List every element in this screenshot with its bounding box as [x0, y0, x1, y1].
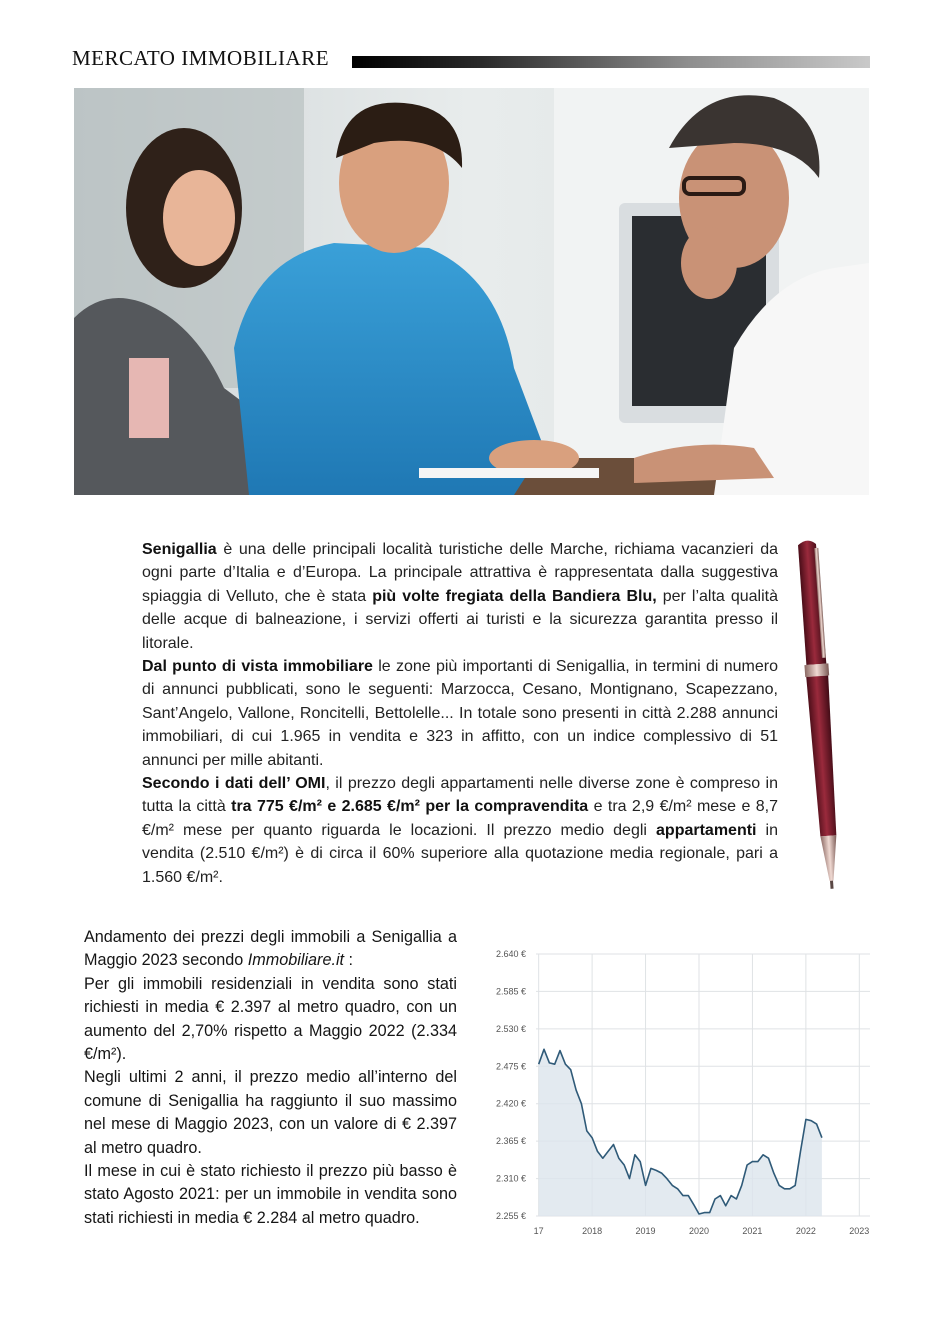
x-tick-label: 2020: [688, 1226, 710, 1236]
y-tick-label: 2.365 €: [495, 1136, 526, 1147]
price-trend-text: [84, 926, 457, 1230]
price-trend-heading: Andamento dei prezzi degli immobili a Senigallia a Maggio 2023 secondo Immobiliare.it :: [84, 928, 457, 970]
y-tick-label: 2.640 €: [495, 949, 526, 959]
y-tick-label: 2.585 €: [495, 986, 526, 997]
x-tick-label: 2021: [742, 1226, 763, 1236]
intro-paragraph-2: Dal punto di vista immobiliare le zone più importanti di Senigallia, in termini di numero di annunci pubblicati, sono le seguenti: Marzocca, Cesano, Montignano, Scapezzano, Sant’Angelo, Vallone, Roncitelli, Bettolelle... In totale sono presenti in città 2.288 annunci immobiliari, di cui 1.965 in vendita e 323 in affitto, con un indice complessivo di 51 annunci per mille abitanti.: [142, 658, 778, 769]
x-tick-label: 2019: [635, 1226, 656, 1236]
y-tick-label: 2.420 €: [495, 1098, 526, 1109]
intro-paragraph-1: Senigallia è una delle principali località turistiche delle Marche, richiama vacanzieri da ogni parte d’Italia e d’Europa. La principale attrattiva è rappresentata dalla suggestiva spiaggia di Velluto, che è stata più volte fregiata della Bandiera Blu, per l’alta qualità delle acque di balneazione, i servizi offerti ai turisti e la sicurezza garantita presso il litorale.: [142, 541, 778, 652]
x-tick-label: 17: [533, 1226, 544, 1236]
price-chart-svg: [480, 938, 872, 1244]
x-tick-label: 2023: [849, 1226, 870, 1236]
y-tick-label: 2.475 €: [495, 1061, 526, 1072]
x-tick-label: 2022: [795, 1226, 816, 1236]
intro-paragraph-3: Secondo i dati dell’ OMI, il prezzo degli appartamenti nelle diverse zone è compreso in tutta la città tra 775 €/m² e 2.685 €/m² per la compravendita e tra 2,9 €/m² mese e 8,7 €/m² mese per quanto riguarda le locazioni. Il prezzo medio degli appartamenti in vendita (2.510 €/m²) è di circa il 60% superiore alla quotazione media regionale, pari a 1.560 €/m².: [142, 775, 779, 886]
price-trend-paragraph-2: Negli ultimi 2 anni, il prezzo medio all’interno del comune di Senigallia ha raggiunto il suo massimo nel mese di Maggio 2023, con un valore di € 2.397 al metro quadro.: [84, 1068, 457, 1157]
intro-text: [142, 538, 778, 889]
y-tick-label: 2.255 €: [495, 1211, 526, 1221]
header-gradient-bar: [352, 56, 870, 68]
price-chart: [480, 938, 872, 1244]
section-title: MERCATO IMMOBILIARE: [72, 46, 330, 70]
pen-illustration: [796, 536, 848, 896]
y-tick-label: 2.530 €: [495, 1023, 526, 1034]
price-trend-paragraph-1: Per gli immobili residenziali in vendita sono stati richiesti in media € 2.397 al metro quadro, con un aumento del 2,70% rispetto a Maggio 2022 (2.334 €/m²).: [84, 974, 457, 1064]
x-tick-label: 2018: [582, 1226, 603, 1236]
y-tick-label: 2.310 €: [495, 1173, 526, 1184]
hero-photo: [74, 88, 869, 495]
price-trend-paragraph-3: Il mese in cui è stato richiesto il prezzo più basso è stato Agosto 2021: per un immobile in vendita sono stati richiesti in media € 2.284 al metro quadro.: [84, 1162, 457, 1227]
